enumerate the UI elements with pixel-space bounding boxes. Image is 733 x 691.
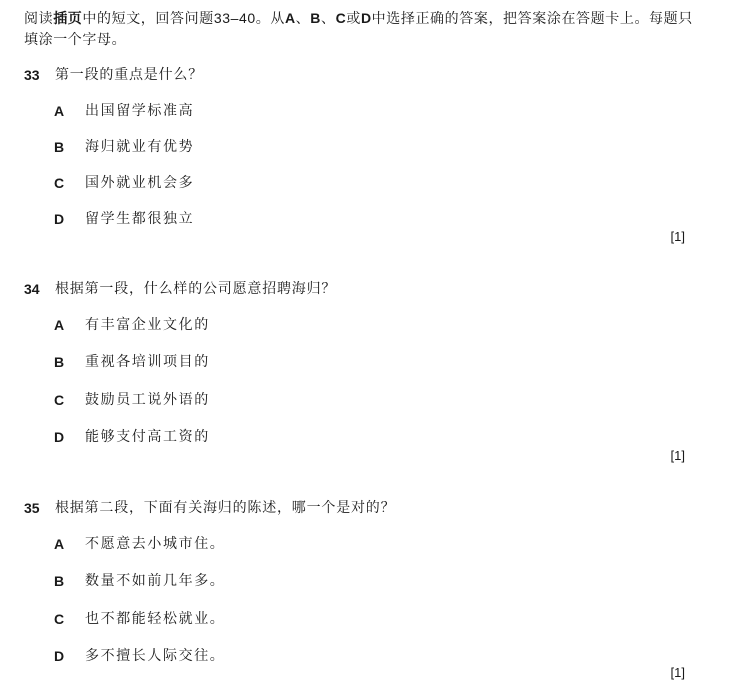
question-number: 35: [24, 500, 40, 516]
option-letter: D: [54, 429, 65, 445]
option-text: 鼓励员工说外语的: [85, 392, 210, 408]
option-letter: A: [54, 536, 65, 552]
option-text: 重视各培训项目的: [85, 354, 210, 370]
option-text: 海归就业有优势: [85, 139, 195, 155]
option-letter: D: [54, 211, 65, 227]
option-letter: C: [54, 611, 65, 627]
instructions-text: 阅读: [24, 11, 54, 27]
question-text: 第一段的重点是什么？: [55, 67, 203, 83]
option-text: 不愿意去小城市住。: [85, 536, 226, 552]
question-text: 根据第一段，什么样的公司愿意招聘海归？: [55, 281, 337, 297]
option-letter: D: [54, 648, 65, 664]
instructions-text: 。从: [255, 11, 285, 27]
option-letter: A: [54, 103, 65, 119]
separator: 、: [321, 11, 336, 27]
option-text: 也不都能轻松就业。: [85, 611, 226, 627]
option-letter-ref: D: [360, 10, 372, 26]
instructions-text: 或: [346, 11, 361, 27]
option-letter-ref: C: [335, 10, 347, 26]
option-letter: B: [54, 354, 65, 370]
option-letter: A: [54, 317, 65, 333]
option-text: 国外就业机会多: [85, 175, 195, 191]
marks-label: [1]: [670, 448, 685, 463]
separator: 、: [295, 11, 311, 27]
option-letter: C: [54, 392, 65, 408]
insert-label: 插页: [53, 11, 83, 27]
option-text: 能够支付高工资的: [85, 429, 210, 445]
option-letter: B: [54, 139, 65, 155]
instructions: [24, 8, 704, 51]
instructions-text: 中选择正确的答案，把答案涂在答题卡上。每题只填涂一个字母。: [24, 11, 693, 48]
option-text: 留学生都很独立: [85, 211, 195, 227]
instructions-text: 中的短文，回答问题: [82, 11, 214, 27]
option-text: 多不擅长人际交往。: [85, 648, 226, 664]
option-letter-ref: A: [284, 10, 296, 26]
option-letter: C: [54, 175, 65, 191]
question-number: 33: [24, 67, 40, 83]
option-letter-ref: B: [310, 10, 321, 26]
option-text: 出国留学标准高: [85, 103, 195, 119]
option-text: 数量不如前几年多。: [85, 573, 226, 589]
question-number: 34: [24, 281, 40, 297]
option-text: 有丰富企业文化的: [85, 317, 210, 333]
question-range: 33–40: [213, 10, 256, 26]
question-text: 根据第二段，下面有关海归的陈述，哪一个是对的？: [55, 500, 396, 516]
marks-label: [1]: [670, 665, 685, 680]
marks-label: [1]: [670, 229, 685, 244]
option-letter: B: [54, 573, 65, 589]
